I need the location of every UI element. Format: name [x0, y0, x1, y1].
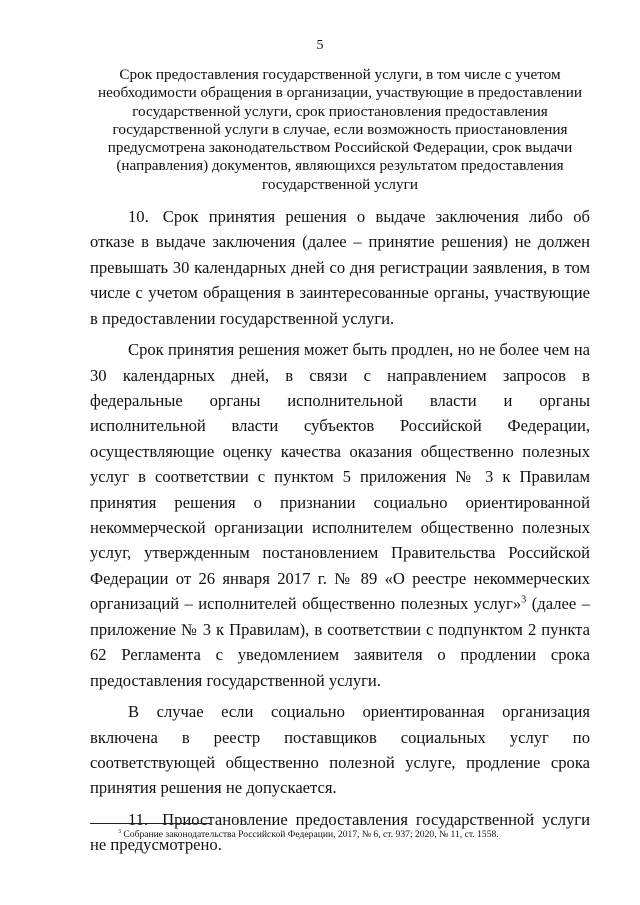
paragraph-registry-text: В случае если социально ориентированная организация включена в реестр поставщиков социальных услуг по соответствующей общественно полезной услуге, продление срока принятия решения не допускается. — [90, 702, 590, 798]
footnote-divider — [90, 823, 210, 824]
footnote-reference: 3 — [521, 594, 527, 606]
paragraph-10-number: 10. — [128, 207, 149, 226]
page-number: 5 — [316, 38, 324, 53]
footnote — [118, 829, 588, 841]
paragraph-11-text: Приостановление предоставления государственной услуги не предусмотрено. — [90, 809, 590, 855]
paragraph-extension — [90, 337, 590, 693]
paragraph-10-text: Срок принятия решения о выдаче заключения либо об отказе в выдаче заключения (далее – принятие решения) не должен превышать 30 календарных дней со дня регистрации заявления, в том числе с учетом обращения в заинтересованные органы, участвующие в предоставлении государственной услуги. — [90, 207, 590, 328]
document-body — [90, 204, 590, 864]
footnote-marker: 3 — [118, 828, 121, 835]
paragraph-11-number: 11. — [128, 809, 149, 829]
paragraph-extension-text-before: Срок принятия решения может быть продлен, но не более чем на 30 календарных дней, в связи с направлением запросов в федеральные органы исполнительной власти и органы исполнительной власти субъектов Российской Федерации, осуществляющие оценку качества оказания общественно полезных услуг в соответствии с пунктом 5 приложения № 3 к Правилам принятия решения о признании социально ориентированной некоммерческой организации исполнителем общественно полезных услуг, утвержденным постановлением Правительства Российской Федерации от 26 января 2017 г. № 89 «О реестре некоммерческих организаций – исполнителей общественно полезных услуг» — [90, 340, 590, 614]
section-heading: Срок предоставления государственной услуги, в том числе с учетом необходимости обращения в организации, участвующие в предоставлении государственной услуги, срок приостановления предоставления государственной услуги в случае, если возможность приостановления предусмотрена законодательством Российской Федерации, срок выдачи (направления) документов, являющихся результатом предоставления государственной услуги — [98, 66, 582, 193]
paragraph-10 — [90, 204, 590, 331]
paragraph-registry — [90, 699, 590, 801]
footnote-text: Собрание законодательства Российской Федерации, 2017, № 6, ст. 937; 2020, № 11, ст. 1558. — [120, 829, 499, 840]
paragraph-extension-text-after: (далее – приложение № 3 к Правилам), в соответствии с подпунктом 2 пункта 62 Регламента с уведомлением заявителя о продлении срока предоставления государственной услуги. — [90, 594, 590, 690]
